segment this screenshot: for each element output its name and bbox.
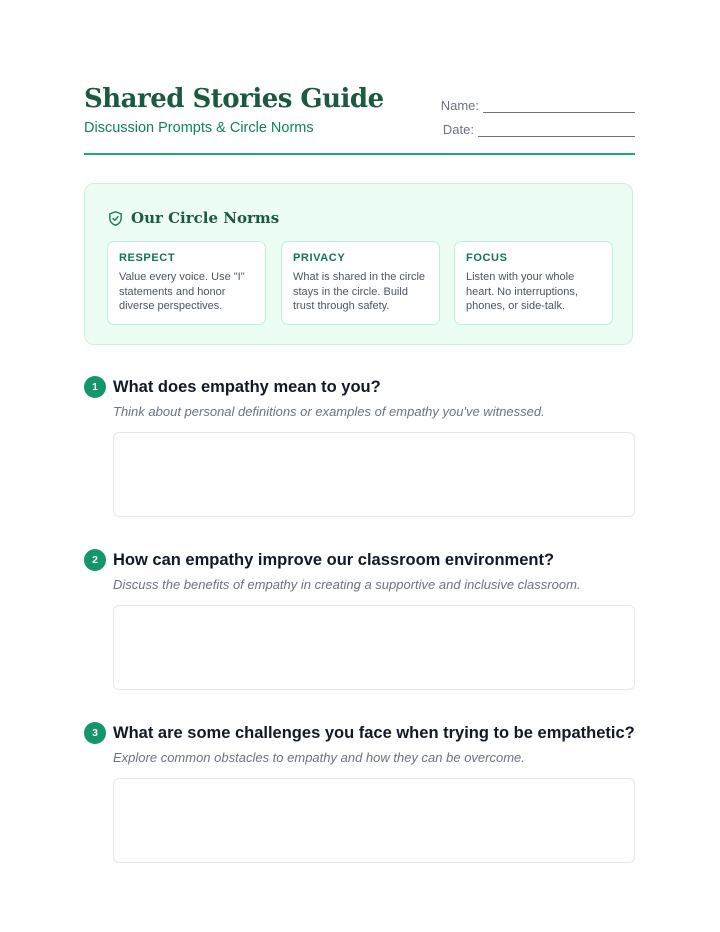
name-label: Name:: [440, 98, 479, 113]
norm-text: Value every voice. Use "I" statements and honor diverse perspectives.: [119, 271, 245, 312]
date-field[interactable]: [443, 122, 635, 137]
norm-label: FOCUS: [466, 252, 508, 264]
shield-check-icon: [107, 210, 124, 227]
norms-header: [107, 209, 279, 227]
question-hint: Think about personal definitions or examples of empathy you've witnessed.: [113, 404, 545, 419]
date-label: Date:: [442, 122, 474, 137]
question-hint: Explore common obstacles to empathy and how they can be overcome.: [113, 750, 525, 765]
norm-label: PRIVACY: [293, 252, 346, 264]
header-divider: [84, 153, 635, 155]
name-field[interactable]: [441, 98, 635, 113]
question-number-badge: 2: [84, 549, 106, 571]
norm-text: What is shared in the circle stays in the circle. Build trust through safety.: [293, 271, 426, 312]
norm-card-privacy: [281, 241, 440, 325]
question-hint: Discuss the benefits of empathy in creating a supportive and inclusive classroom.: [113, 577, 581, 592]
date-line[interactable]: [478, 135, 635, 137]
norm-card-focus: [454, 241, 613, 325]
page-subtitle: Discussion Prompts & Circle Norms: [84, 120, 314, 136]
answer-box[interactable]: [113, 605, 635, 690]
question-text: How can empathy improve our classroom environment?: [113, 551, 555, 569]
norms-title: Our Circle Norms: [131, 209, 280, 227]
answer-box[interactable]: [113, 432, 635, 517]
header: [84, 84, 635, 154]
question-number-badge: 3: [84, 722, 106, 744]
page-title: Shared Stories Guide: [84, 84, 384, 114]
circle-norms-card: [84, 183, 633, 345]
norm-label: RESPECT: [119, 252, 176, 264]
question-text: What does empathy mean to you?: [113, 378, 381, 396]
question-number-badge: 1: [84, 376, 106, 398]
question-text: What are some challenges you face when trying to be empathetic?: [113, 724, 635, 742]
norm-text: Listen with your whole heart. No interruptions, phones, or side-talk.: [466, 271, 578, 312]
name-line[interactable]: [483, 111, 635, 113]
norm-card-respect: [107, 241, 266, 325]
answer-box[interactable]: [113, 778, 635, 863]
